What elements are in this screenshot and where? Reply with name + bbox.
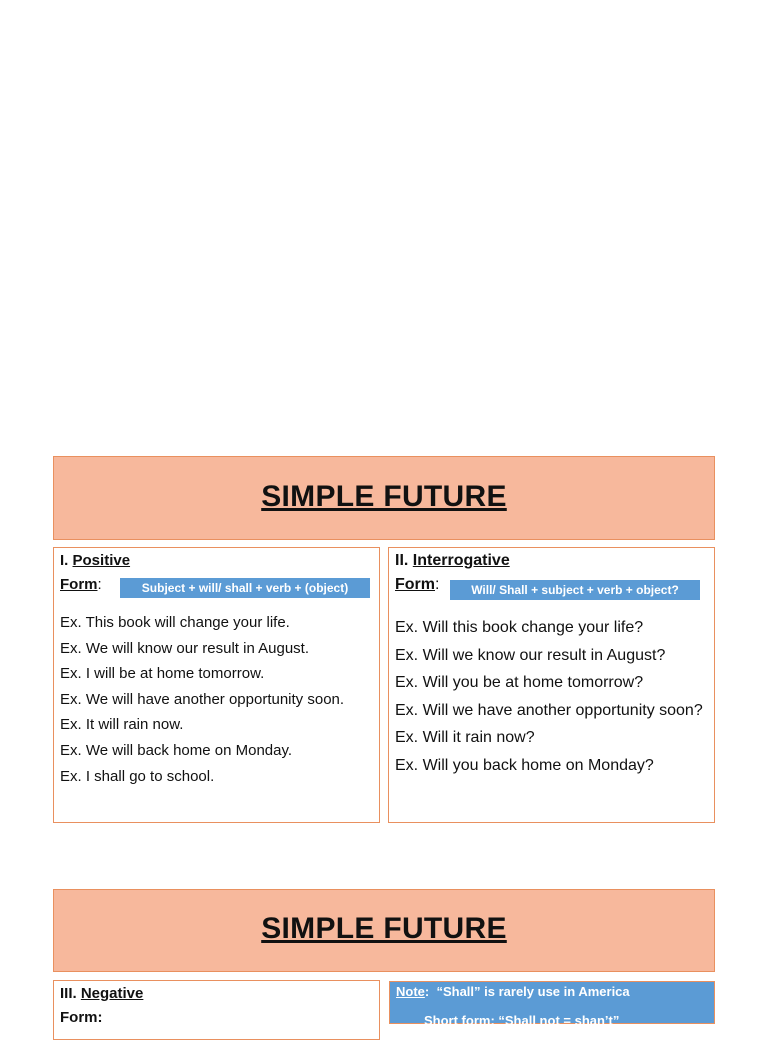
positive-form-colon: :	[97, 576, 102, 593]
negative-panel	[53, 980, 380, 1040]
interrogative-form-colon: :	[435, 576, 440, 593]
negative-numeral: III.	[60, 985, 77, 1002]
positive-example: Ex. We will back home on Monday.	[60, 741, 293, 759]
note-text: “Shall” is rarely use in America	[436, 984, 630, 999]
interrogative-example: Ex. Will this book change your life?	[395, 619, 644, 636]
interrogative-example: Ex. Will we know our result in August?	[395, 646, 666, 664]
positive-panel	[53, 547, 380, 823]
positive-example: Ex. We will know our result in August.	[60, 639, 309, 657]
section1-title-banner	[53, 456, 715, 540]
interrogative-example: Ex. Will you be at home tomorrow?	[395, 674, 644, 691]
note-label: Note	[396, 984, 425, 999]
note-colon: :	[424, 984, 430, 999]
negative-heading-text: Negative	[80, 985, 144, 1002]
interrogative-form-row	[395, 576, 708, 600]
positive-example: Ex. It will rain now.	[60, 716, 184, 734]
positive-example: Ex. This book will change your life.	[60, 614, 290, 631]
section2-title-banner	[53, 889, 715, 972]
positive-heading-text: Positive	[72, 552, 131, 569]
interrogative-example: Ex. Will it rain now?	[395, 729, 535, 746]
interrogative-panel	[388, 547, 715, 823]
interrogative-examples	[395, 618, 708, 776]
positive-example: Ex. I will be at home tomorrow.	[60, 665, 265, 683]
positive-form-row	[60, 576, 373, 600]
negative-form-label: Form:	[60, 1009, 103, 1026]
interrogative-example: Ex. Will we have another opportunity soon?	[395, 701, 703, 719]
interrogative-heading	[395, 552, 708, 570]
positive-heading	[60, 552, 373, 570]
positive-numeral: I.	[60, 552, 69, 569]
note-line	[396, 984, 708, 1000]
interrogative-numeral: II.	[395, 552, 409, 569]
interrogative-formula: Will/ Shall + subject + verb + object?	[450, 580, 700, 600]
positive-formula: Subject + will/ shall + verb + (object)	[120, 578, 370, 598]
positive-examples	[60, 614, 373, 786]
interrogative-heading-text: Interrogative	[412, 552, 510, 569]
positive-example: Ex. We will have another opportunity soon.	[60, 690, 345, 708]
note-short-form: Short form: “Shall not = shan’t”	[424, 1013, 620, 1028]
section1-title: SIMPLE FUTURE	[261, 480, 507, 513]
positive-example: Ex. I shall go to school.	[60, 767, 215, 785]
positive-form-label: Form	[60, 576, 98, 593]
interrogative-example: Ex. Will you back home on Monday?	[395, 756, 654, 774]
negative-heading	[60, 985, 373, 1003]
interrogative-form-label: Form	[395, 576, 435, 593]
note-box	[389, 981, 715, 1028]
section2-title: SIMPLE FUTURE	[261, 912, 507, 945]
